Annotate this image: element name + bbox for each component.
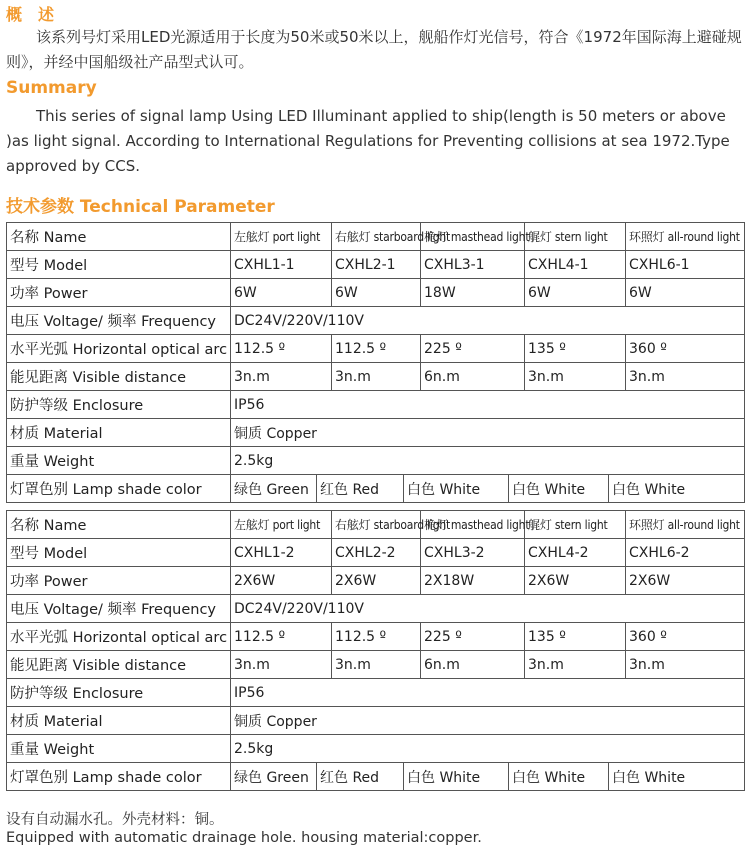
enclosure-label: 防护等级 Enclosure bbox=[7, 679, 231, 707]
name-label: 名称 Name bbox=[7, 223, 231, 251]
arc-label: 水平光弧 Horizontal optical arc bbox=[7, 335, 231, 363]
footer-note-cn: 设有自动漏水孔。外壳材料：铜。 bbox=[6, 812, 224, 828]
distance-value: 6n.m bbox=[421, 651, 525, 679]
color-value: 红色 Red bbox=[317, 475, 404, 503]
distance-value: 3n.m bbox=[525, 363, 626, 391]
material-row bbox=[7, 419, 745, 447]
color-value: 白色 White bbox=[404, 475, 509, 503]
color-value: 白色 White bbox=[509, 475, 609, 503]
arc-value: 112.5 º bbox=[332, 335, 421, 363]
model-value: CXHL6-2 bbox=[626, 539, 745, 567]
arc-value: 112.5 º bbox=[231, 623, 332, 651]
distance-value: 3n.m bbox=[231, 363, 332, 391]
arc-value: 360 º bbox=[626, 623, 745, 651]
model-row bbox=[7, 251, 745, 279]
distance-value: 3n.m bbox=[626, 363, 745, 391]
lamp-shade-color-row bbox=[7, 475, 745, 503]
technical-parameter-heading: 技术参数 Technical Parameter bbox=[6, 197, 275, 217]
power-value: 6W bbox=[525, 279, 626, 307]
power-label: 功率 Power bbox=[7, 567, 231, 595]
power-value: 2X6W bbox=[332, 567, 421, 595]
distance-label: 能见距离 Visible distance bbox=[7, 651, 231, 679]
model-value: CXHL3-1 bbox=[421, 251, 525, 279]
arc-value: 225 º bbox=[421, 623, 525, 651]
voltage-value: DC24V/220V/110V bbox=[231, 307, 745, 335]
color-value: 白色 White bbox=[609, 475, 745, 503]
weight-row bbox=[7, 447, 745, 475]
lamp-shade-color-label: 灯罩色别 Lamp shade color bbox=[7, 763, 231, 791]
weight-value: 2.5kg bbox=[231, 447, 745, 475]
overview-text: 该系列号灯采用LED光源适用于长度为50米或50米以上，舰船作灯光信号，符合《1972年国际海上避碰规则》，并经中国船级社产品型式认可。 bbox=[6, 28, 742, 71]
color-value: 绿色 Green bbox=[231, 475, 317, 503]
overview-heading: 概 述 bbox=[6, 5, 55, 24]
starboard-light-name: 右舷灯 starboard light bbox=[332, 223, 421, 251]
voltage-row bbox=[7, 595, 745, 623]
model-value: CXHL1-1 bbox=[231, 251, 332, 279]
model-label: 型号 Model bbox=[7, 251, 231, 279]
weight-value: 2.5kg bbox=[231, 735, 745, 763]
material-label: 材质 Material bbox=[7, 707, 231, 735]
power-row bbox=[7, 279, 745, 307]
material-row bbox=[7, 707, 745, 735]
masthead-light-name: 桅灯 masthead light bbox=[421, 223, 525, 251]
color-value: 绿色 Green bbox=[231, 763, 317, 791]
color-value: 白色 White bbox=[509, 763, 609, 791]
model-value: CXHL3-2 bbox=[421, 539, 525, 567]
arc-value: 135 º bbox=[525, 335, 626, 363]
weight-label: 重量 Weight bbox=[7, 447, 231, 475]
model-value: CXHL6-1 bbox=[626, 251, 745, 279]
summary-heading: Summary bbox=[6, 78, 97, 98]
model-label: 型号 Model bbox=[7, 539, 231, 567]
name-label: 名称 Name bbox=[7, 511, 231, 539]
summary-text: This series of signal lamp Using LED Illuminant applied to ship(length is 50 meters or above )as light signal. According to International Regulations for Preventing collisions at sea 1972.Type approved by CCS. bbox=[6, 107, 730, 175]
distance-value: 3n.m bbox=[525, 651, 626, 679]
model-value: CXHL4-2 bbox=[525, 539, 626, 567]
power-value: 2X6W bbox=[626, 567, 745, 595]
enclosure-value: IP56 bbox=[231, 679, 745, 707]
distance-row bbox=[7, 363, 745, 391]
all-round-light-name: 环照灯 all-round light bbox=[626, 511, 745, 539]
material-value: 铜质 Copper bbox=[231, 707, 745, 735]
arc-value: 360 º bbox=[626, 335, 745, 363]
material-value: 铜质 Copper bbox=[231, 419, 745, 447]
lamp-shade-color-row bbox=[7, 763, 745, 791]
model-value: CXHL4-1 bbox=[525, 251, 626, 279]
model-value: CXHL2-2 bbox=[332, 539, 421, 567]
power-label: 功率 Power bbox=[7, 279, 231, 307]
model-value: CXHL2-1 bbox=[332, 251, 421, 279]
voltage-row bbox=[7, 307, 745, 335]
power-value: 2X18W bbox=[421, 567, 525, 595]
distance-value: 6n.m bbox=[421, 363, 525, 391]
arc-row bbox=[7, 335, 745, 363]
distance-value: 3n.m bbox=[626, 651, 745, 679]
color-value: 白色 White bbox=[404, 763, 509, 791]
starboard-light-name: 右舷灯 starboard light bbox=[332, 511, 421, 539]
voltage-label: 电压 Voltage/ 频率 Frequency bbox=[7, 307, 231, 335]
model-row bbox=[7, 539, 745, 567]
power-value: 6W bbox=[231, 279, 332, 307]
power-row bbox=[7, 567, 745, 595]
weight-label: 重量 Weight bbox=[7, 735, 231, 763]
distance-value: 3n.m bbox=[231, 651, 332, 679]
material-label: 材质 Material bbox=[7, 419, 231, 447]
arc-value: 112.5 º bbox=[231, 335, 332, 363]
arc-value: 225 º bbox=[421, 335, 525, 363]
enclosure-label: 防护等级 Enclosure bbox=[7, 391, 231, 419]
stern-light-name: 艉灯 stern light bbox=[525, 223, 626, 251]
footer-note-en: Equipped with automatic drainage hole. housing material:copper. bbox=[6, 830, 482, 846]
power-value: 2X6W bbox=[525, 567, 626, 595]
power-value: 6W bbox=[626, 279, 745, 307]
enclosure-value: IP56 bbox=[231, 391, 745, 419]
name-row bbox=[7, 511, 745, 539]
distance-value: 3n.m bbox=[332, 363, 421, 391]
power-value: 6W bbox=[332, 279, 421, 307]
arc-value: 112.5 º bbox=[332, 623, 421, 651]
color-value: 红色 Red bbox=[317, 763, 404, 791]
spec-table-1 bbox=[6, 222, 745, 503]
arc-row bbox=[7, 623, 745, 651]
voltage-label: 电压 Voltage/ 频率 Frequency bbox=[7, 595, 231, 623]
port-light-name: 左舷灯 port light bbox=[231, 511, 332, 539]
distance-value: 3n.m bbox=[332, 651, 421, 679]
name-row bbox=[7, 223, 745, 251]
spec-table-2 bbox=[6, 510, 745, 791]
arc-label: 水平光弧 Horizontal optical arc bbox=[7, 623, 231, 651]
masthead-light-name: 桅灯 masthead light bbox=[421, 511, 525, 539]
power-value: 18W bbox=[421, 279, 525, 307]
weight-row bbox=[7, 735, 745, 763]
power-value: 2X6W bbox=[231, 567, 332, 595]
distance-row bbox=[7, 651, 745, 679]
arc-value: 135 º bbox=[525, 623, 626, 651]
port-light-name: 左舷灯 port light bbox=[231, 223, 332, 251]
lamp-shade-color-label: 灯罩色别 Lamp shade color bbox=[7, 475, 231, 503]
all-round-light-name: 环照灯 all-round light bbox=[626, 223, 745, 251]
voltage-value: DC24V/220V/110V bbox=[231, 595, 745, 623]
color-value: 白色 White bbox=[609, 763, 745, 791]
stern-light-name: 艉灯 stern light bbox=[525, 511, 626, 539]
model-value: CXHL1-2 bbox=[231, 539, 332, 567]
enclosure-row bbox=[7, 679, 745, 707]
enclosure-row bbox=[7, 391, 745, 419]
distance-label: 能见距离 Visible distance bbox=[7, 363, 231, 391]
